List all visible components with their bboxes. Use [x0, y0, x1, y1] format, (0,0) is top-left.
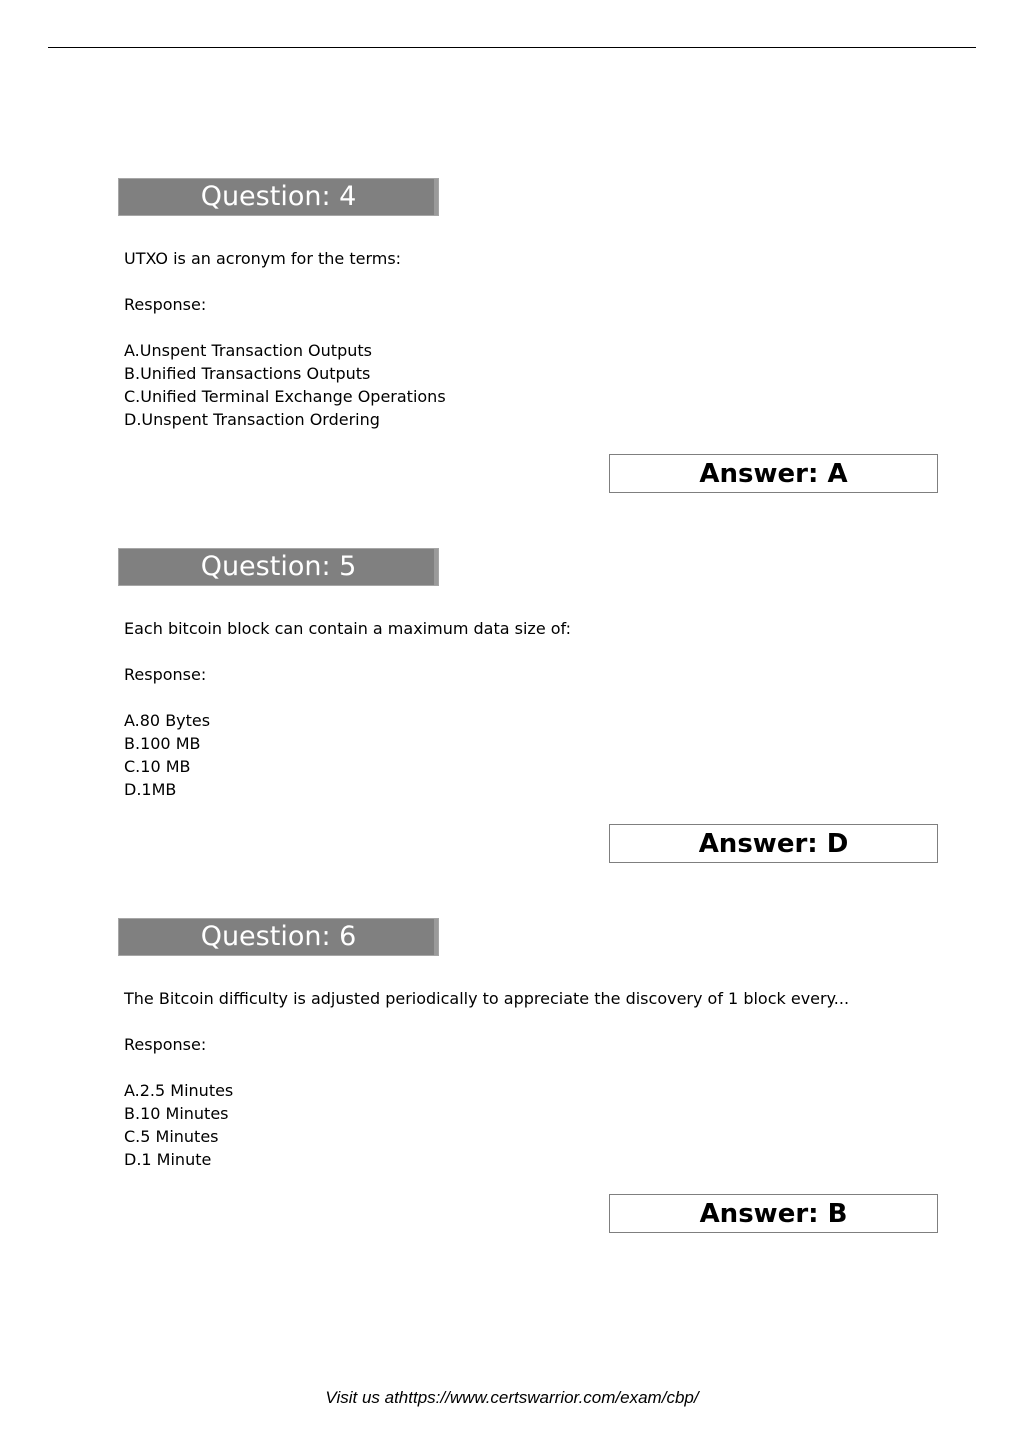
question-block-5 [0, 548, 1024, 868]
option-list [124, 339, 446, 431]
question-prompt: The Bitcoin difficulty is adjusted periodically to appreciate the discovery of 1 block every... [124, 989, 850, 1008]
option-a: A.Unspent Transaction Outputs [124, 341, 372, 360]
option-a: A.80 Bytes [124, 711, 211, 730]
answer-box: Answer: A [609, 454, 938, 493]
top-divider [48, 47, 976, 48]
option-d: D.1MB [124, 780, 177, 799]
option-b: B.100 MB [124, 734, 201, 753]
option-c: C.10 MB [124, 757, 191, 776]
option-list [124, 1079, 233, 1171]
answer-box: Answer: D [609, 824, 938, 863]
option-b: B.10 Minutes [124, 1104, 229, 1123]
option-b: B.Unified Transactions Outputs [124, 364, 371, 383]
question-prompt: UTXO is an acronym for the terms: [124, 249, 402, 268]
question-header: Question: 4 [118, 178, 439, 216]
option-d: D.Unspent Transaction Ordering [124, 410, 380, 429]
response-label: Response: [124, 295, 207, 314]
response-label: Response: [124, 1035, 207, 1054]
option-a: A.2.5 Minutes [124, 1081, 234, 1100]
question-block-4 [0, 178, 1024, 498]
option-c: C.5 Minutes [124, 1127, 219, 1146]
option-list [124, 709, 210, 801]
question-prompt: Each bitcoin block can contain a maximum data size of: [124, 619, 571, 638]
response-label: Response: [124, 665, 207, 684]
question-header: Question: 6 [118, 918, 439, 956]
option-d: D.1 Minute [124, 1150, 212, 1169]
answer-box: Answer: B [609, 1194, 938, 1233]
question-header: Question: 5 [118, 548, 439, 586]
option-c: C.Unified Terminal Exchange Operations [124, 387, 446, 406]
footer-link-text: Visit us athttps://www.certswarrior.com/exam/cbp/ [325, 1388, 699, 1407]
question-block-6 [0, 918, 1024, 1238]
